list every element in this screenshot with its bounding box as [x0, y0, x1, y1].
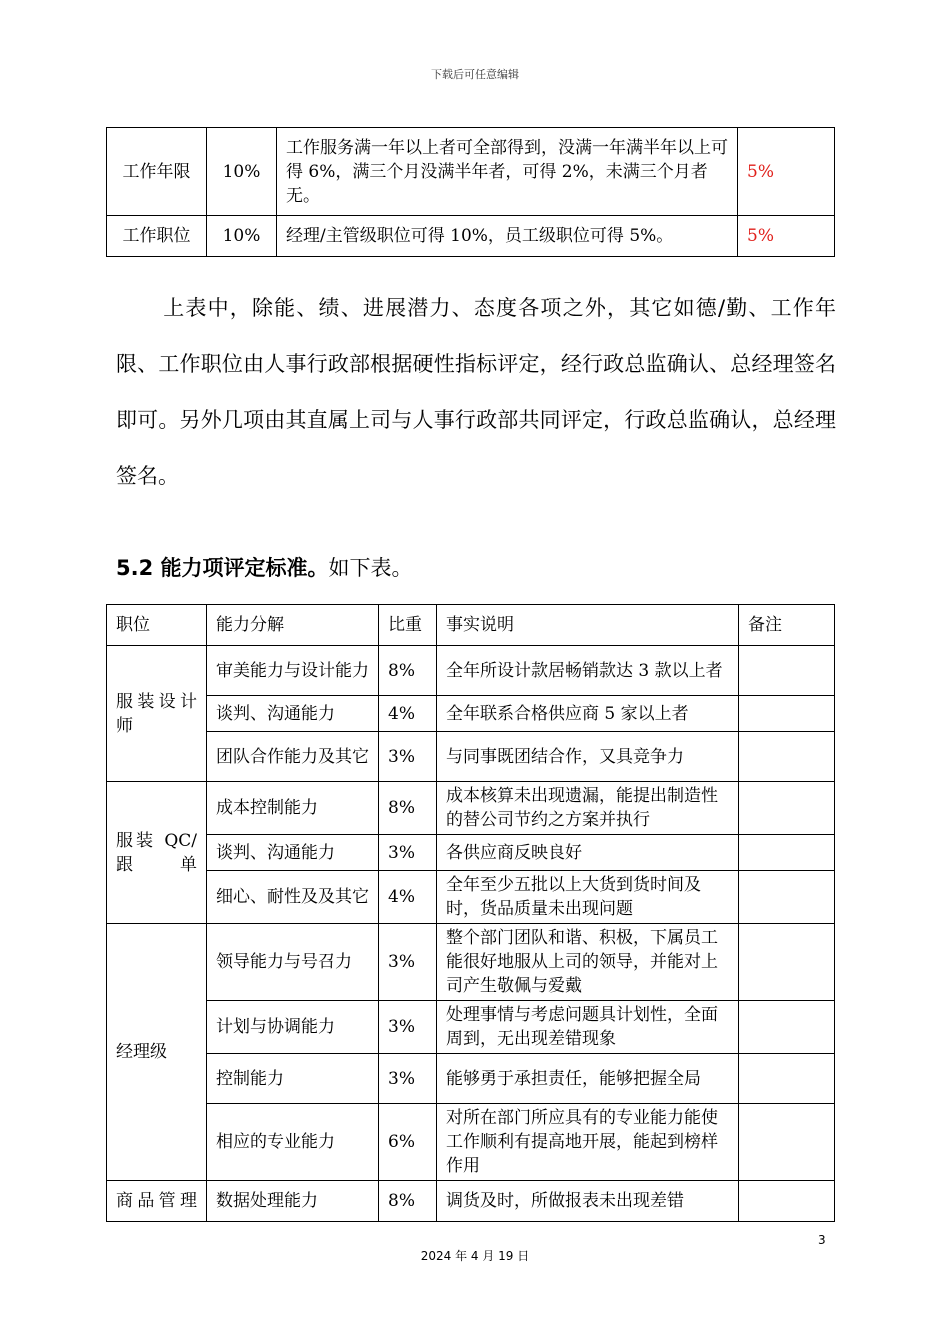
table-row: [107, 1001, 835, 1054]
position-cell: 商品管理: [107, 1181, 207, 1222]
table-row: [107, 1104, 835, 1181]
header-cell: 能力分解: [207, 605, 379, 646]
ability-cell: 领导能力与号召力: [207, 924, 379, 1001]
fact-cell: 成本核算未出现遗漏，能提出制造性的替公司节约之方案并执行: [437, 782, 739, 835]
note-cell: [739, 924, 835, 1001]
ability-cell: 成本控制能力: [207, 782, 379, 835]
heading-bold: 5.2 能力项评定标准。: [116, 556, 329, 580]
paragraph-text: 上表中，除能、绩、进展潜力、态度各项之外，其它如德/勤、工作年限、工作职位由人事行政部根据硬性指标评定，经行政总监确认、总经理签名即可。另外几项由其直属上司与人事行政部共同评定，行政总监确认，总经理签名。: [116, 296, 836, 488]
ability-cell: 计划与协调能力: [207, 1001, 379, 1054]
table-row: [107, 1181, 835, 1222]
note-cell: [739, 782, 835, 835]
table-row: [107, 732, 835, 782]
header-cell: 职位: [107, 605, 207, 646]
ability-cell: 团队合作能力及其它: [207, 732, 379, 782]
header-cell: 事实说明: [437, 605, 739, 646]
fact-cell: 全年至少五批以上大货到货时间及时，货品质量未出现问题: [437, 871, 739, 924]
fact-cell: 调货及时，所做报表未出现差错: [437, 1181, 739, 1222]
table-row: [107, 1054, 835, 1104]
weight-cell: 8%: [379, 782, 437, 835]
ability-criteria-table: [106, 604, 835, 1222]
body-paragraph: [116, 280, 836, 504]
score-cell: 5%: [738, 216, 835, 257]
section-heading: [116, 552, 413, 582]
weight-cell: 10%: [207, 128, 277, 216]
ability-cell: 细心、耐性及及其它: [207, 871, 379, 924]
fact-cell: 各供应商反映良好: [437, 835, 739, 871]
fact-cell: 全年所设计款居畅销款达 3 款以上者: [437, 646, 739, 696]
table-row: [107, 646, 835, 696]
fact-cell: 能够勇于承担责任，能够把握全局: [437, 1054, 739, 1104]
weight-cell: 3%: [379, 835, 437, 871]
table-row: [107, 871, 835, 924]
weight-cell: 8%: [379, 1181, 437, 1222]
table-row: [107, 128, 835, 216]
table-row: [107, 835, 835, 871]
weight-cell: 4%: [379, 696, 437, 732]
table-row: [107, 216, 835, 257]
note-cell: [739, 871, 835, 924]
note-cell: [739, 1104, 835, 1181]
fact-cell: 全年联系合格供应商 5 家以上者: [437, 696, 739, 732]
note-cell: [739, 1181, 835, 1222]
position-cell: 经理级: [107, 924, 207, 1181]
ability-cell: 相应的专业能力: [207, 1104, 379, 1181]
page-number: 3: [818, 1233, 826, 1247]
ability-cell: 谈判、沟通能力: [207, 835, 379, 871]
description-cell: 工作服务满一年以上者可全部得到，没满一年满半年以上可得 6%，满三个月没满半年者，可得 2%，未满三个月者无。: [277, 128, 738, 216]
table-row: [107, 782, 835, 835]
position-cell: 服装 QC/跟单: [107, 782, 207, 924]
ability-cell: 审美能力与设计能力: [207, 646, 379, 696]
weight-cell: 3%: [379, 1054, 437, 1104]
footer-date: 2024 年 4 月 19 日: [420, 1249, 530, 1263]
weight-cell: 8%: [379, 646, 437, 696]
table-row: [107, 696, 835, 732]
note-cell: [739, 732, 835, 782]
weight-cell: 6%: [379, 1104, 437, 1181]
note-cell: [739, 646, 835, 696]
weight-cell: 3%: [379, 732, 437, 782]
weight-cell: 3%: [379, 924, 437, 1001]
fact-cell: 对所在部门所应具有的专业能力能使工作顺利有提高地开展，能起到榜样作用: [437, 1104, 739, 1181]
page-header: 下载后可任意编辑: [431, 68, 519, 81]
description-cell: 经理/主管级职位可得 10%，员工级职位可得 5%。: [277, 216, 738, 257]
ability-cell: 数据处理能力: [207, 1181, 379, 1222]
heading-normal: 如下表。: [328, 556, 413, 580]
item-cell: 工作职位: [107, 216, 207, 257]
fact-cell: 整个部门团队和谐、积极，下属员工能很好地服从上司的领导，并能对上司产生敬佩与爱戴: [437, 924, 739, 1001]
table-header-row: [107, 605, 835, 646]
fact-cell: 处理事情与考虑问题具计划性，全面周到，无出现差错现象: [437, 1001, 739, 1054]
weight-cell: 10%: [207, 216, 277, 257]
criteria-table-continued: [106, 127, 835, 257]
position-cell: 服装设计师: [107, 646, 207, 782]
score-cell: 5%: [738, 128, 835, 216]
note-cell: [739, 1001, 835, 1054]
item-cell: 工作年限: [107, 128, 207, 216]
weight-cell: 3%: [379, 1001, 437, 1054]
note-cell: [739, 1054, 835, 1104]
note-cell: [739, 835, 835, 871]
header-cell: 备注: [739, 605, 835, 646]
weight-cell: 4%: [379, 871, 437, 924]
table-row: [107, 924, 835, 1001]
note-cell: [739, 696, 835, 732]
ability-cell: 控制能力: [207, 1054, 379, 1104]
header-cell: 比重: [379, 605, 437, 646]
ability-cell: 谈判、沟通能力: [207, 696, 379, 732]
fact-cell: 与同事既团结合作，又具竞争力: [437, 732, 739, 782]
